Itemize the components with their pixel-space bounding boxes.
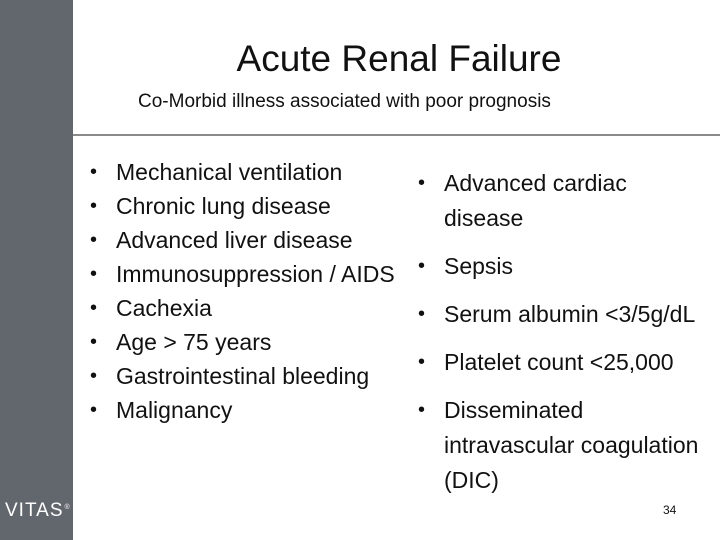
bullet-icon: • bbox=[418, 351, 426, 373]
bullet-text: Advanced liver disease bbox=[116, 227, 353, 253]
bullet-icon: • bbox=[90, 331, 98, 353]
list-item bbox=[86, 364, 406, 389]
divider-line bbox=[73, 134, 720, 136]
bullet-text: Advanced cardiac disease bbox=[444, 170, 627, 231]
bullet-text: Chronic lung disease bbox=[116, 193, 331, 219]
bullet-icon: • bbox=[418, 172, 426, 194]
right-bullet-list bbox=[414, 166, 704, 511]
list-item bbox=[86, 262, 406, 287]
bullet-icon: • bbox=[90, 365, 98, 387]
list-item bbox=[86, 194, 406, 219]
list-item bbox=[86, 296, 406, 321]
vitas-logo bbox=[5, 500, 71, 522]
bullet-text: Mechanical ventilation bbox=[116, 159, 343, 185]
list-item bbox=[86, 160, 406, 185]
bullet-text: Gastrointestinal bleeding bbox=[116, 363, 370, 389]
list-item bbox=[414, 297, 704, 332]
bullet-text: Serum albumin <3/5g/dL bbox=[444, 301, 696, 327]
list-item bbox=[86, 398, 406, 423]
registered-mark: ® bbox=[64, 503, 71, 511]
bullet-icon: • bbox=[90, 263, 98, 285]
slide-subtitle: Co-Morbid illness associated with poor prognosis bbox=[138, 91, 551, 112]
bullet-text: Immunosuppression / AIDS bbox=[116, 261, 395, 287]
bullet-icon: • bbox=[418, 399, 426, 421]
list-item bbox=[414, 249, 704, 284]
bullet-icon: • bbox=[90, 229, 98, 251]
bullet-text: Malignancy bbox=[116, 397, 233, 423]
bullet-icon: • bbox=[90, 297, 98, 319]
bullet-icon: • bbox=[90, 399, 98, 421]
list-item bbox=[86, 330, 406, 355]
logo-text: VITAS bbox=[5, 500, 64, 521]
bullet-icon: • bbox=[90, 161, 98, 183]
list-item bbox=[414, 345, 704, 380]
slide-title: Acute Renal Failure bbox=[236, 38, 562, 79]
bullet-text: Cachexia bbox=[116, 295, 212, 321]
bullet-text: Sepsis bbox=[444, 253, 514, 279]
list-item bbox=[86, 228, 406, 253]
list-item bbox=[414, 166, 704, 236]
bullet-icon: • bbox=[418, 303, 426, 325]
page-number: 34 bbox=[663, 503, 677, 517]
bullet-text: Disseminated intravascular coagulation (DIC) bbox=[444, 397, 699, 493]
left-bullet-list bbox=[86, 160, 406, 432]
list-item bbox=[414, 393, 704, 498]
side-band bbox=[0, 0, 73, 540]
bullet-icon: • bbox=[418, 255, 426, 277]
bullet-text: Platelet count <25,000 bbox=[444, 349, 674, 375]
bullet-icon: • bbox=[90, 195, 98, 217]
bullet-text: Age > 75 years bbox=[116, 329, 272, 355]
